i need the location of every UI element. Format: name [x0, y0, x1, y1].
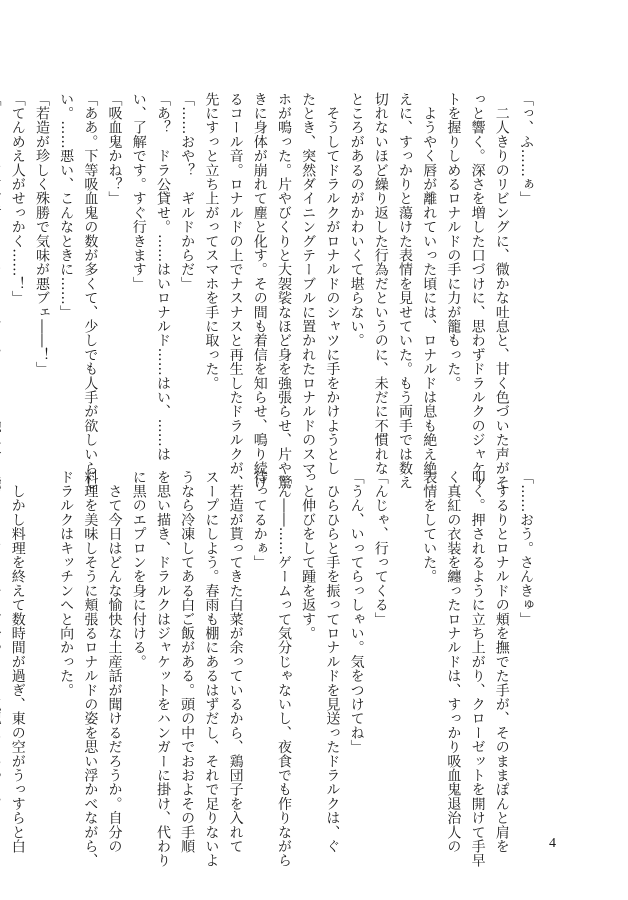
- text-line: たとき、突然ダイニングテーブルに置かれたロナルドのスマ: [300, 92, 317, 476]
- text-line: 「……おや？ ギルドからだ」: [179, 92, 196, 291]
- text-line: スープにしよう。春雨も棚にあるはずだし、それで足りないよ: [203, 470, 220, 868]
- text-line: 表情をしていた。: [421, 470, 438, 584]
- text-line: い。……悪い、こんなときに……」: [58, 92, 75, 320]
- text-line: [393, 470, 417, 806]
- text-line: [30, 470, 54, 806]
- text-line: ドラルクはキッチンへと向かった。: [58, 470, 75, 698]
- text-line: 「んじゃ、行ってくる」: [372, 470, 389, 627]
- text-line: っと響く。深さを増した口づけに、思わずドラルクのジャケッ: [469, 92, 486, 490]
- text-line: 「ああ。下等吸血鬼の数が多くて、少しでも人手が欲しいらし: [82, 92, 99, 490]
- text-line: 「ん――……ゲームって気分じゃないし、夜食でも作りながら: [275, 470, 292, 868]
- text-line: [0, 92, 6, 428]
- text-line: っと伸びをして踵を返す。: [300, 470, 317, 641]
- text-line: 若造が貰ってきた白菜が余っているから、鶏団子を入れて: [227, 470, 244, 854]
- text-line: 待ってるかぁ」: [251, 470, 268, 570]
- text-line: 「若造が珍しく殊勝で気味が悪ブェ――！」: [33, 92, 50, 376]
- text-line: えに、すっかりと蕩けた表情を見せていた。もう両手では数え: [396, 92, 413, 490]
- text-line: さて今日はどんな愉快な土産話が聞けるだろうか。自分の: [106, 470, 123, 854]
- text-line: ひらひらと手を振ってロナルドを見送ったドラルクは、ぐ: [324, 470, 341, 854]
- text-line: い、了解です。すぐ行きます」: [130, 92, 147, 291]
- text-line: するりとロナルドの頬を撫でた手が、そのままぽんと肩を: [493, 470, 510, 854]
- text-line: ようやく唇が離れていった頃には、ロナルドは息も絶え絶: [421, 92, 438, 476]
- text-line: 料理を美味しそうに頬張るロナルドの姿を思い浮かべながら、: [82, 470, 99, 868]
- text-line: 「……おう。さんきゅ」: [518, 470, 534, 627]
- text-line: 切れないほど繰り返した行為だというのに、未だに不慣れな: [372, 92, 389, 476]
- text-line: 先にすっと立ち上がってスマホを手に取った。: [203, 92, 220, 391]
- text-line: きに身体が崩れて塵と化す。その間も着信を知らせ、鳴り続け: [251, 92, 268, 490]
- text-line: [0, 470, 6, 806]
- text-line: 叩く。押されるように立ち上がり、クローゼットを開けて手早: [469, 470, 486, 868]
- text-line: トを握りしめるロナルドの手に力が籠もった。: [445, 92, 462, 391]
- text-line: るコール音。ロナルドの上でナスナスと再生したドラルクが、: [227, 92, 244, 490]
- text-block-top: [9, 92, 538, 490]
- text-line: に黒のエプロンを身に付ける。: [130, 470, 147, 669]
- text-line: 「うん、いってらっしゃい。気をつけてね」: [348, 470, 365, 754]
- text-line: しかし料理を終えて数時間が過ぎ、東の空がうっすらと白: [9, 470, 26, 854]
- text-line: を思い描き、ドラルクはジャケットをハンガーに掛け、代わり: [154, 470, 171, 868]
- text-line: 「あ？ ドラ公貸せ。……はいロナルド……はい、……は: [154, 92, 171, 462]
- text-line: 二人きりのリビングに、微かな吐息と、甘く色づいた声がそ: [493, 92, 510, 490]
- text-line: ホが鳴った。片やびくりと大袈裟なほど身を強張らせ、片や驚: [275, 92, 292, 490]
- text-line: そうしてドラルクがロナルドのシャツに手をかけようとし: [324, 92, 341, 476]
- text-line: 「っ、ふ……ぁ」: [518, 92, 534, 206]
- text-line: く真紅の衣装を纏ったロナルドは、すっかり吸血鬼退治人の: [445, 470, 462, 854]
- text-block-bottom: [9, 470, 538, 868]
- page-number: 4: [549, 836, 556, 851]
- text-line: うなら冷凍してある白ご飯がある。頭の中でおおよその手順: [179, 470, 196, 854]
- text-line: 「てんめえ人がせっかく……！」: [9, 92, 26, 305]
- text-line: ところがあるのがかわいくて堪らない。: [348, 92, 365, 348]
- text-line: 「吸血鬼かね？」: [106, 92, 123, 206]
